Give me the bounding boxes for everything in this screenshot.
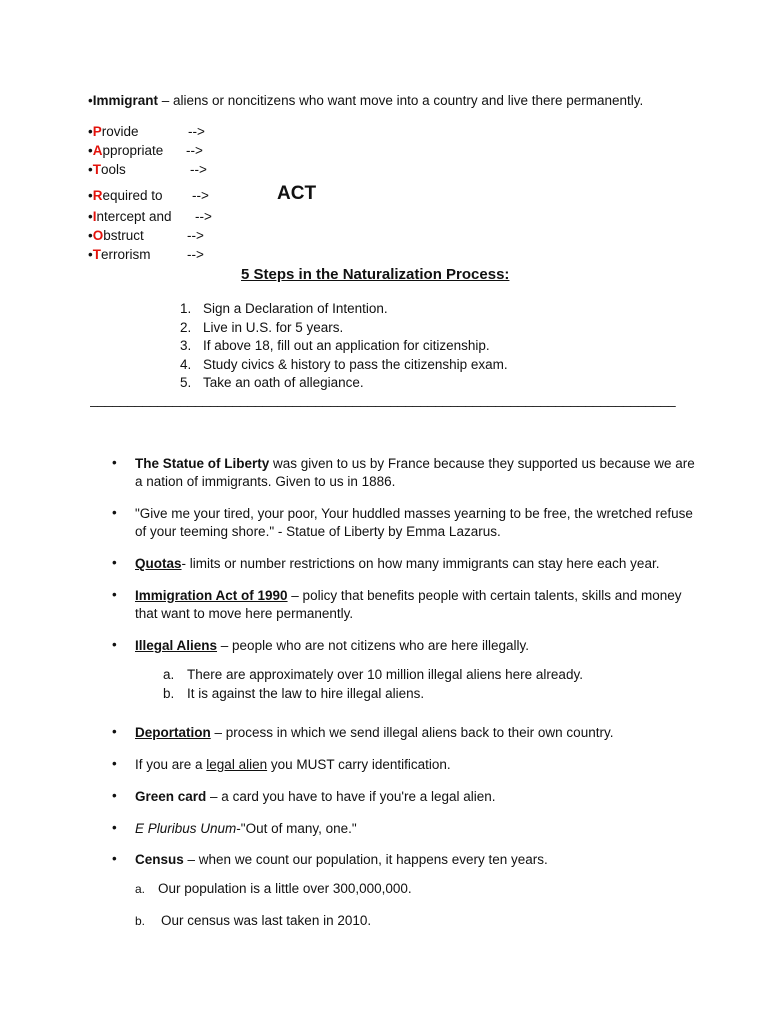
bullet: •	[112, 820, 117, 835]
acronym-item: •Terrorism -->	[88, 247, 204, 262]
steps-title: 5 Steps in the Naturalization Process:	[241, 266, 510, 283]
step-item: 4. Study civics & history to pass the citizenship exam.	[180, 356, 508, 372]
acronym-item: •Obstruct -->	[88, 228, 204, 243]
step-item: 2. Live in U.S. for 5 years.	[180, 319, 344, 335]
census-sub-item: a. Our population is a little over 300,000,000.	[135, 881, 412, 896]
bullet: •	[112, 587, 117, 602]
step-item: 5. Take an oath of allegiance.	[180, 375, 364, 390]
note-census: Census – when we count our population, it happens every ten years.	[135, 852, 548, 867]
note-quote: "Give me your tired, your poor, Your huddled masses yearning to be free, the wretched refuse of your teeming shore." - Statue of Liberty by Emma Lazarus.	[135, 506, 693, 539]
bullet: •	[112, 637, 117, 652]
note-act-1990: Immigration Act of 1990 – policy that benefits people with certain talents, skills and money that want to move here permanently.	[135, 588, 682, 621]
illegal-sub-item: b. It is against the law to hire illegal aliens.	[163, 686, 425, 701]
steps-list	[180, 300, 508, 393]
illegal-sub-item: a. There are approximately over 10 million illegal aliens here already.	[163, 667, 583, 682]
acronym-item: •Required to -->	[88, 188, 209, 203]
note-statue: The Statue of Liberty was given to us by France because they supported us because we are a nation of immigrants. Given to us in 1886.	[135, 456, 695, 489]
bullet: •	[112, 756, 117, 771]
note-e-pluribus: E Pluribus Unum-"Out of many, one."	[135, 821, 357, 836]
note-legal-alien: If you are a legal alien you MUST carry identification.	[135, 757, 451, 772]
bullet: •	[112, 788, 117, 803]
step-item: 3. If above 18, fill out an application for citizenship.	[180, 338, 490, 353]
immigrant-text: – aliens or noncitizens who want move into a country and live there permanently.	[158, 93, 644, 108]
acronym-item: •Appropriate -->	[88, 143, 203, 158]
acronym-item: •Provide -->	[88, 124, 205, 139]
census-sub-item: b. Our census was last taken in 2010.	[135, 913, 372, 928]
bullet: •	[112, 851, 117, 866]
acronym-item: •Tools -->	[88, 162, 207, 177]
separator-line: ______________________________________________________________________________	[90, 392, 676, 407]
bullet: •	[112, 455, 117, 470]
immigrant-definition	[88, 93, 643, 108]
note-illegal-aliens: Illegal Aliens – people who are not citizens who are here illegally.	[135, 638, 529, 653]
acronym-item: •Intercept and -->	[88, 209, 212, 224]
bullet: •	[88, 93, 93, 108]
bullet: •	[112, 555, 117, 570]
immigrant-term: Immigrant	[92, 93, 158, 108]
act-label: ACT	[277, 183, 317, 204]
step-item: 1. Sign a Declaration of Intention.	[180, 301, 388, 316]
note-quotas: Quotas- limits or number restrictions on how many immigrants can stay here each year.	[135, 556, 660, 571]
bullet: •	[112, 505, 117, 520]
note-green-card: Green card – a card you have to have if you're a legal alien.	[135, 789, 496, 804]
note-deportation: Deportation – process in which we send illegal aliens back to their own country.	[135, 725, 614, 740]
bullet: •	[112, 724, 117, 739]
